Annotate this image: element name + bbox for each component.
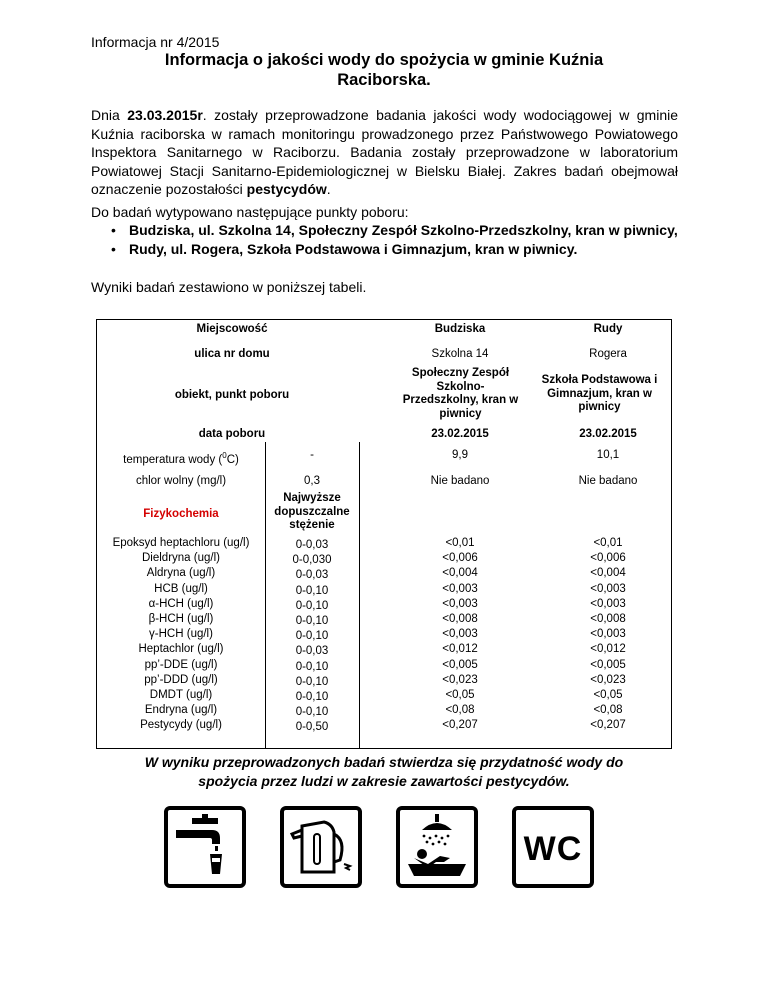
temperature-label: temperatura wody ($^0$C) [123,451,239,466]
table-row: DMDT (ug/l) [149,689,213,702]
table-row: Pestycydy (ug/l) [140,719,222,732]
table-cell: 0-0,030 [292,554,332,567]
object-rudy: Szkoła Podstawowa i Gimnazjum, kran w piwnicy [541,374,658,413]
chlorine-norm: 0,3 [304,475,320,487]
table-row: Endryna (ug/l) [144,704,218,717]
paragraph-highlight: pestycydów [246,181,327,197]
table-row: Epoksyd heptachloru (ug/l) [112,537,250,549]
chlorine-budziska: Nie badano [430,475,490,487]
results-note: Wyniki badań zestawiono w poniższej tabeli. [91,279,367,295]
table-row: Aldryna (ug/l) [146,567,216,580]
table-cell: <0,207 [442,719,478,732]
table-cell: <0,207 [590,719,626,732]
table-row: HCB (ug/l) [154,582,208,595]
bullet-icon: • [111,240,116,257]
results-table [96,319,672,749]
paragraph-body: . zostały przeprowadzone badania jakości wody wodociągowej w gminie Kuźnia raciborska w ramach monitoringu prowadzonego przez Państwowego Powiatowego Inspektora Sanitarnego w Raciborzu. Badania zostały przeprowadzone w laboratorium Powiatowej Stacji Sanitarno-Epidemiologicznej w Bielsku Białej. Zakres badań obejmował oznaczenie pozostałości [91,107,678,197]
parameter-column [97,536,265,734]
temperature-norm: - [310,449,314,461]
street-budziska: Szkolna 14 [431,348,489,360]
table-cell: <0,005 [442,658,478,671]
rudy-column [543,536,673,734]
table-cell: <0,006 [590,552,626,565]
table-row: α-HCH (ug/l) [148,597,214,610]
table-cell: 0-0,10 [295,630,329,643]
bullet-icon: • [111,222,116,238]
table-cell: <0,008 [590,613,626,626]
table-cell: <0,003 [590,597,626,610]
table-cell: <0,004 [590,567,626,580]
table-cell: <0,05 [593,689,623,702]
paragraph-date: 23.03.2015r [127,107,203,123]
header-street: ulica nr domu [194,348,270,360]
sampling-points-list [91,221,681,258]
table-cell: <0,08 [445,704,475,717]
shower-bath-icon [396,806,478,888]
table-cell: <0,005 [590,658,626,671]
table-cell: 0-0,10 [295,615,329,628]
object-budziska: Społeczny Zespół Szkolno-Przedszkolny, kran w piwnicy [402,367,519,420]
table-row: β-HCH (ug/l) [148,613,214,626]
table-cell: 0-0,10 [295,660,329,673]
table-cell: 0-0,10 [295,706,329,719]
drinking-water-icon [164,806,246,888]
table-cell: 0-0,03 [295,645,329,658]
table-cell: <0,012 [590,643,626,656]
paragraph-suffix: . [326,181,331,197]
table-cell: <0,05 [445,689,475,702]
table-cell: 0-0,50 [295,721,329,734]
list-item [91,221,681,240]
table-cell: <0,003 [590,628,626,641]
title-line-1: Informacja o jakości wody do spożycia w gminie Kuźnia [164,51,604,69]
table-cell: <0,003 [442,628,478,641]
sampling-intro: Do badań wytypowano następujące punkty poboru: [91,204,409,220]
table-row: pp’-DDE (ug/l) [144,658,218,671]
table-cell: <0,003 [442,597,478,610]
info-number: Informacja nr 4/2015 [91,34,220,50]
list-item [91,240,681,259]
paragraph-prefix: Dnia [91,107,128,123]
wc-icon [512,806,594,888]
chlorine-rudy: Nie badano [578,475,638,487]
table-cell: <0,003 [442,582,478,595]
table-cell: <0,008 [442,613,478,626]
header-rudy: Rudy [593,323,623,335]
table-cell: <0,01 [445,537,475,549]
wc-label: WC [523,830,583,868]
conclusion-line-2: spożycia przez ludzi w zakresie zawartości pestycydów. [198,772,570,789]
table-cell: <0,003 [590,582,626,595]
norm-column [265,538,359,736]
temperature-budziska: 9,9 [452,449,468,461]
title-line-2: Raciborska. [337,71,431,89]
table-cell: <0,012 [442,643,478,656]
header-location: Miejscowość [196,323,268,335]
table-cell: 0-0,10 [295,599,329,612]
section-fizykochemia: Fizykochemia [143,508,219,520]
table-row: pp’-DDD (ug/l) [144,673,218,686]
table-cell: <0,08 [593,704,623,717]
norm-header: Najwyższe dopuszczalne stężenie [274,492,350,531]
table-row: Heptachlor (ug/l) [138,643,224,656]
table-cell: <0,006 [442,552,478,565]
header-object: obiekt, punkt poboru [174,389,290,401]
header-date: data poboru [198,428,266,440]
temperature-rudy: 10,1 [596,449,620,461]
intro-paragraph [91,106,678,199]
kettle-icon [280,806,362,888]
budziska-column [359,536,561,734]
table-cell: 0-0,03 [295,569,329,582]
table-cell: <0,004 [442,567,478,580]
chlorine-label: chlor wolny (mg/l) [135,475,227,487]
table-cell: 0-0,10 [295,584,329,597]
table-cell: 0-0,10 [295,675,329,688]
date-budziska: 23.02.2015 [431,428,489,440]
date-rudy: 23.02.2015 [579,428,637,440]
sampling-point-rudy: Rudy, ul. Rogera, Szkoła Podstawowa i Gimnazjum, kran w piwnicy. [129,240,578,257]
street-rudy: Rogera [589,348,627,360]
page-title [120,50,648,90]
conclusion [100,753,668,790]
table-cell: 0-0,03 [295,539,329,551]
sampling-point-budziska: Budziska, ul. Szkolna 14, Społeczny Zespół Szkolno-Przedszkolny, kran w piwnicy, [129,222,678,238]
table-row: γ-HCH (ug/l) [149,628,213,641]
water-usage-icons [0,806,768,906]
header-budziska: Budziska [434,323,486,335]
table-cell: <0,01 [593,537,623,549]
table-cell: <0,023 [590,673,626,686]
table-cell: <0,023 [442,673,478,686]
table-cell: 0-0,10 [295,691,329,704]
conclusion-line-1: W wyniku przeprowadzonych badań stwierdza się przydatność wody do [144,754,624,770]
table-row: Dieldryna (ug/l) [142,552,220,565]
